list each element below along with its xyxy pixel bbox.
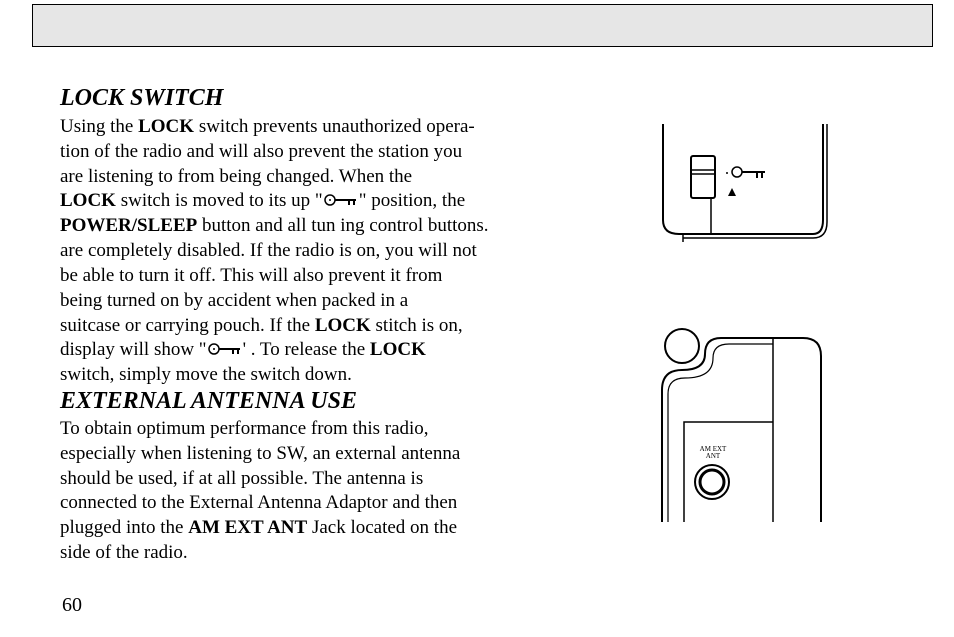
external-antenna-paragraph — [60, 417, 460, 566]
text-line: especially when listening to SW, an external antenna — [60, 442, 461, 464]
lock-switch-heading: LOCK SWITCH — [60, 85, 224, 111]
text-line: connected to the External Antenna Adaptor and then — [60, 492, 458, 514]
text-line: Using the LOCK switch prevents unauthorized opera- — [60, 116, 475, 137]
lock-switch-paragraph — [60, 115, 489, 388]
lock-switch-illustration — [655, 120, 830, 250]
text-line: be able to turn it off. This will also prevent it from — [60, 265, 443, 287]
key-lock-icon — [207, 339, 243, 364]
text-line: side of the radio. — [60, 541, 188, 563]
am-ext-ant-label-line2: ANT — [705, 452, 721, 460]
text-line: display will show " ' . To release the LOCK — [60, 338, 489, 363]
key-lock-icon — [323, 190, 359, 215]
text-line: being turned on by accident when packed in a — [60, 289, 409, 311]
text-line: To obtain optimum performance from this radio, — [60, 418, 429, 439]
external-antenna-heading: EXTERNAL ANTENNA USE — [60, 388, 357, 414]
text-line: suitcase or carrying pouch. If the LOCK stitch is on, — [60, 314, 463, 336]
page-number: 60 — [62, 594, 82, 616]
text-line: plugged into the AM EXT ANT Jack located on the — [60, 517, 458, 539]
text-line: are listening to from being changed. When the — [60, 165, 413, 187]
antenna-jack-illustration — [655, 324, 830, 526]
text-line: tion of the radio and will also prevent the station you — [60, 140, 463, 162]
text-line: LOCK switch is moved to its up " " position, the — [60, 189, 489, 214]
text-line: are completely disabled. If the radio is on, you will not — [60, 240, 477, 262]
text-line: should be used, if at all possible. The antenna is — [60, 467, 424, 489]
am-ext-ant-label-line1: AM EXT — [699, 445, 727, 453]
text-line: switch, simply move the switch down. — [60, 364, 352, 386]
header-bar — [32, 4, 933, 47]
text-line: POWER/SLEEP button and all tun ing control buttons. — [60, 215, 489, 237]
